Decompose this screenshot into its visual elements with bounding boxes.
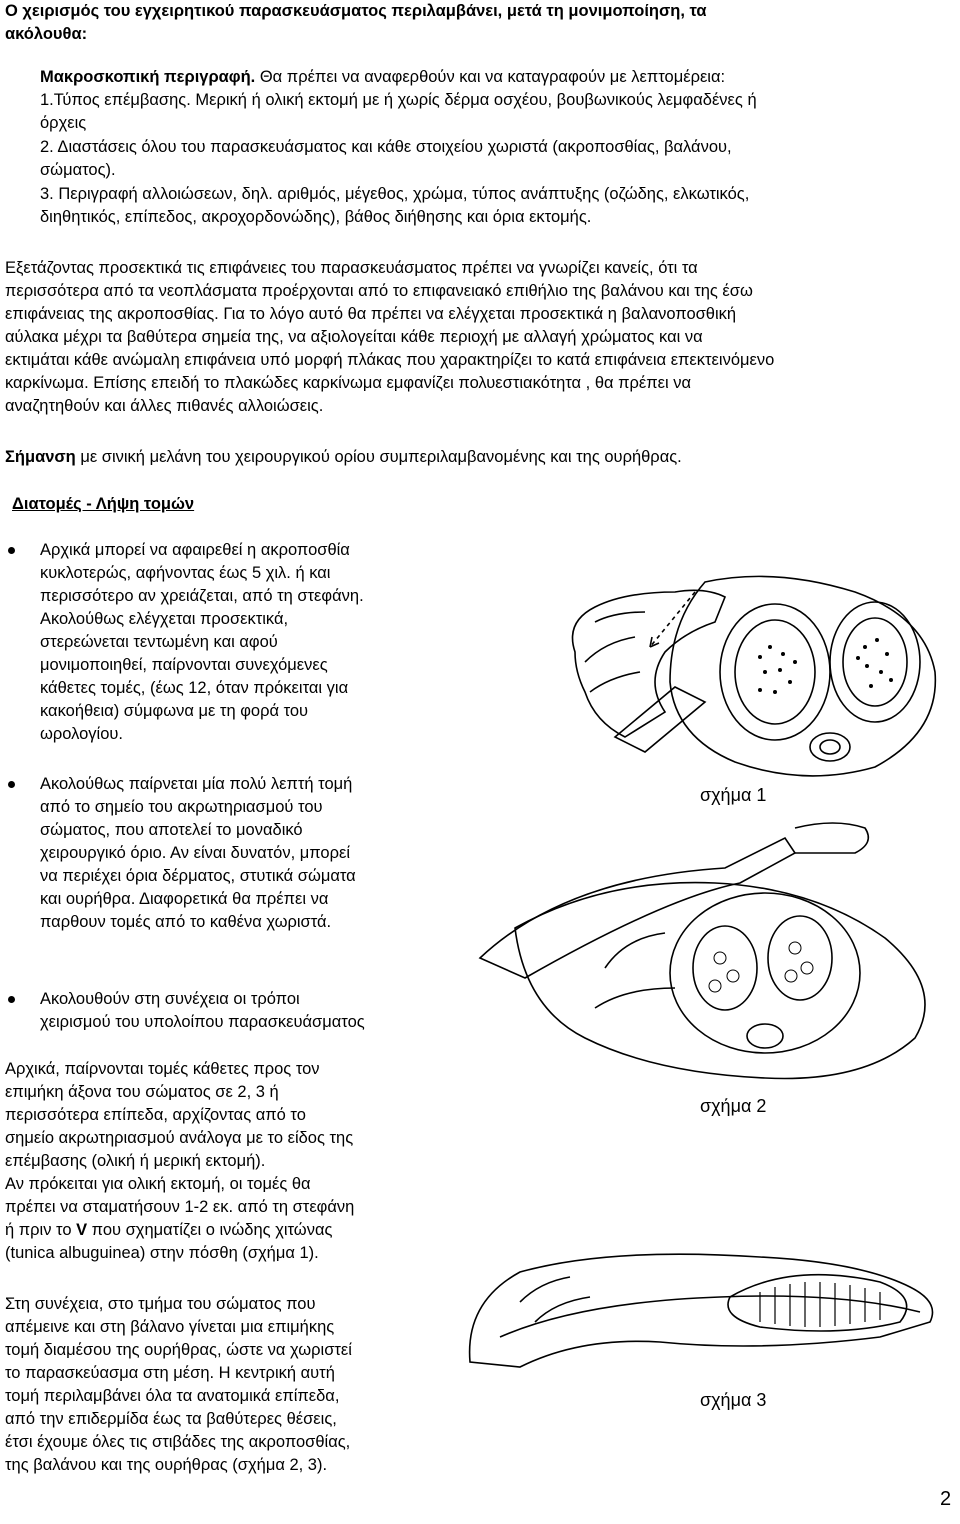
bullet1-line: Ακολούθως ελέγχεται προσεκτικά,: [40, 610, 289, 628]
para2-line: Αρχικά, παίρνονται τομές κάθετες προς τον: [5, 1060, 320, 1078]
para2-line: [5, 1219, 445, 1242]
bullet2-line: χειρουργικό όριο. Αν είναι δυνατόν, μπορεί: [40, 844, 350, 862]
bullet2-line: να περιέχει όρια δέρματος, στυτικά σώματα: [40, 867, 356, 885]
para2-line: Αν πρόκειται για ολική εκτομή, οι τομές θα: [5, 1175, 311, 1193]
para1-line: αύλακα μέχρι τα βαθύτερα σημεία της, να αξιολογείται κάθε περιοχή με αλλαγή χρώματος και να: [5, 328, 703, 346]
bullet3-line: Ακολουθούν στη συνέχεια οι τρόποι: [40, 990, 300, 1008]
surface-paragraph: [5, 257, 955, 418]
page-number: 2: [940, 1488, 952, 1510]
sections-heading: Διατομές - Λήψη τομών: [12, 495, 195, 513]
para3-line: τομή περιλαμβάνει όλα τα ανατομικά επίπεδα,: [5, 1387, 340, 1405]
para2-line: επέμβασης (ολική ή μερική εκτομή).: [5, 1152, 266, 1170]
figure-2-illustration: [465, 808, 955, 1088]
bullet2-line: και ουρήθρα. Διαφορετικά θα πρέπει να: [40, 890, 329, 908]
para2-line: (tunica albuguinea) στην πόσθη (σχήμα 1).: [5, 1244, 319, 1262]
bullet1-line: μονιμοποιηθεί, παίρνονται συνεχόμενες: [40, 656, 328, 674]
bullet1-line: περισσότερο αν χρειάζεται, από τη στεφάνη.: [40, 587, 364, 605]
macro-heading: [40, 66, 940, 89]
figure-1-caption: σχήμα 1: [700, 785, 767, 805]
marking-bold: Σήμανση: [5, 448, 76, 466]
para2-line: πρέπει να σταματήσουν 1-2 εκ. από τη στεφάνη: [5, 1198, 355, 1216]
para2-line: περισσότερα επίπεδα, αρχίζοντας από το: [5, 1106, 306, 1124]
para1-line: εκτιμάται κάθε ανώμαλη επιφάνεια υπό μορφή πλάκας που χαρακτηρίζει το κατά επιφάνεια επεκτεινόμενο: [5, 351, 775, 369]
bullet-2-text: [40, 773, 445, 934]
para3-line: της βαλάνου και της ουρήθρας (σχήμα 2, 3).: [5, 1456, 328, 1474]
intro-text: [5, 0, 945, 46]
macro-heading-rest: Θα πρέπει να αναφερθούν και να καταγραφούν με λεπτομέρεια:: [255, 68, 726, 86]
para3-line: έτσι έχουμε όλες τις στιβάδες της ακροποσθίας,: [5, 1433, 351, 1451]
macro-heading-bold: Μακροσκοπική περιγραφή.: [40, 68, 256, 86]
para1-line: Εξετάζοντας προσεκτικά τις επιφάνειες του παρασκευάσματος πρέπει να γνωρίζει κανείς, ότι τα: [5, 259, 698, 277]
macro-item-1: 1.Τύπος επέμβασης. Μερική ή ολική εκτομή με ή χωρίς δέρμα οσχέου, βουβωνικούς λεμφαδένες ή: [40, 91, 757, 109]
para3-line: το παρασκεύασμα στη μέση. Η κεντρική αυτή: [5, 1364, 335, 1382]
bullet2-line: Ακολούθως παίρνεται μία πολύ λεπτή τομή: [40, 775, 353, 793]
macro-item-2: 2. Διαστάσεις όλου του παρασκευάσματος και κάθε στοιχείου χωριστά (ακροποσθίας, βαλάνου,: [40, 138, 732, 156]
para1-line: περισσότερα από τα νεοπλάσματα προέρχονται από το επιφανειακό επιθήλιο της βαλάνου και της έσω: [5, 282, 753, 300]
figure-3-illustration: [460, 1242, 950, 1382]
intro-line-2: ακόλουθα:: [5, 25, 88, 43]
v-letter: V: [76, 1221, 88, 1239]
bullet1-line: κυκλοτερώς, αφήνοντας έως 5 χιλ. ή και: [40, 564, 331, 582]
figure-1-illustration: [555, 562, 955, 787]
bullet1-line: στερεώνεται τεντωμένη και αφού: [40, 633, 278, 651]
para2-line: επιμήκη άξονα του σώματος σε 2, 3 ή: [5, 1083, 279, 1101]
figure-3-caption: σχήμα 3: [700, 1390, 767, 1410]
macro-item-3: 3. Περιγραφή αλλοιώσεων, δηλ. αριθμός, μέγεθος, χρώμα, τύπος ανάπτυξης (οζώδης, ελκωτικός,: [40, 185, 750, 203]
bullet-dot: [8, 996, 15, 1003]
bullet1-line: Αρχικά μπορεί να αφαιρεθεί η ακροποσθία: [40, 541, 350, 559]
longitudinal-paragraph: [5, 1293, 445, 1477]
macro-item-2-cont: σώματος).: [40, 161, 116, 179]
para3-line: Στη συνέχεια, στο τμήμα του σώματος που: [5, 1295, 316, 1313]
figure-2-caption: σχήμα 2: [700, 1096, 767, 1116]
macro-section: [40, 66, 940, 229]
bullet3-line: χειρισμού του υπολοίπου παρασκευάσματος: [40, 1013, 365, 1031]
marking-rest: με σινική μελάνη του χειρουργικού ορίου συμπεριλαμβανομένης και της ουρήθρας.: [75, 448, 682, 466]
bullet1-line: κακοήθεια) σύμφωνα με τη φορά του: [40, 702, 309, 720]
macro-item-3-cont: διηθητικός, επίπεδος, ακροχορδονώδης), βάθος διήθησης και όρια εκτομής.: [40, 208, 592, 226]
para1-line: καρκίνωμα. Επίσης επειδή το πλακώδες καρκίνωμα εμφανίζει πολυεστιακότητα , θα πρέπει να: [5, 374, 692, 392]
macro-item-1-cont: όρχεις: [40, 114, 87, 132]
bullet1-line: ωρολογίου.: [40, 725, 124, 743]
para1-line: επιφάνειας της ακροποσθίας. Για το λόγο αυτό θα πρέπει να ελέγχεται προσεκτικά η βαλανοποσθική: [5, 305, 737, 323]
para3-line: από την επιδερμίδα έως τα βαθύτερες θέσεις,: [5, 1410, 337, 1428]
bullet-3-text: [40, 988, 450, 1034]
para1-line: αναζητηθούν και άλλες πιθανές αλλοιώσεις.: [5, 397, 324, 415]
para3-line: τομή διαμέσου της ουρήθρας, ώστε να χωριστεί: [5, 1341, 352, 1359]
marking-paragraph: [5, 446, 955, 469]
bullet2-line: από το σημείο του ακρωτηριασμού του: [40, 798, 323, 816]
para2-span: που σχηματίζει ο ινώδης χιτώνας: [87, 1221, 333, 1239]
para3-line: απέμεινε και στη βάλανο γίνεται μια επιμήκης: [5, 1318, 335, 1336]
bullet1-line: κάθετες τομές, (έως 12, όταν πρόκειται για: [40, 679, 349, 697]
para2-span: ή πριν το: [5, 1221, 77, 1239]
para2-line: σημείο ακρωτηριασμού ανάλογα με το είδος της: [5, 1129, 354, 1147]
bullet-1-text: [40, 539, 445, 746]
cuts-paragraph: [5, 1058, 445, 1265]
bullet2-line: παρθουν τομές από το καθένα χωριστά.: [40, 913, 332, 931]
bullet-dot: [8, 547, 15, 554]
bullet-dot: [8, 781, 15, 788]
bullet2-line: σώματος, που αποτελεί το μοναδικό: [40, 821, 303, 839]
intro-line-1: Ο χειρισμός του εγχειρητικού παρασκευάσματος περιλαμβάνει, μετά τη μονιμοποίηση, τα: [5, 2, 707, 20]
